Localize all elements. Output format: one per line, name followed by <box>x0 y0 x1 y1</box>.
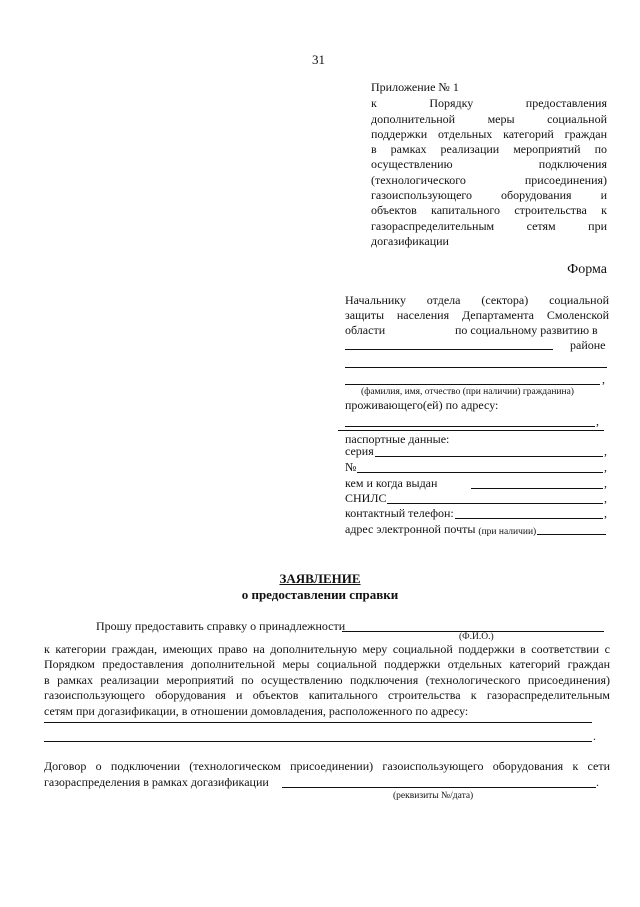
snils-field[interactable] <box>387 492 603 504</box>
fio-caption-2: (Ф.И.О.) <box>459 632 494 642</box>
house-address-field[interactable] <box>44 710 592 723</box>
annex-line: поддержки отдельных категорий граждан <box>371 126 607 141</box>
page-number: 31 <box>312 52 325 67</box>
divider <box>338 430 604 431</box>
annex-line: дополнительной меры социальной <box>371 111 607 126</box>
details-caption: (реквизиты №/дата) <box>393 791 474 801</box>
snils-label: СНИЛС <box>345 491 387 505</box>
recipient-fio-field[interactable] <box>342 619 604 632</box>
body-line: сетям при догазификации, в отношении домовладения, расположенного по адресу: <box>44 703 469 718</box>
annex-line: газораспределительным сетям при <box>371 218 607 233</box>
annex-line: газоиспользующего оборудования и <box>371 188 607 203</box>
statement-subtitle: о предоставлении справки <box>241 587 399 602</box>
addressee-line: Начальнику отдела (сектора) социальной <box>345 293 609 307</box>
annex-title: Приложение № 1 <box>371 80 459 94</box>
dot: . <box>596 775 599 789</box>
district-label: районе <box>570 338 606 352</box>
body-line: к категории граждан, имеющих право на дополнительную меру социальной поддержки в соответствии с <box>44 642 610 656</box>
phone-row <box>345 506 607 521</box>
annex-line: в рамках реализации мероприятий по <box>371 142 607 157</box>
addressee-region: области <box>345 323 386 337</box>
form-label: Форма <box>567 262 607 277</box>
comma: , <box>604 506 607 520</box>
addressee-line-3 <box>345 323 609 338</box>
address-field[interactable] <box>345 414 595 427</box>
series-label: серия <box>345 444 374 458</box>
comma: , <box>604 491 607 505</box>
issued-label: кем и когда выдан <box>345 476 438 490</box>
snils-row <box>345 491 607 506</box>
contract-line-1: Договор о подключении (технологическом присоединении) газоиспользующего оборудования к сети <box>44 759 610 773</box>
applicant-name-field[interactable] <box>345 372 600 385</box>
email-note: (при наличии) <box>478 527 537 537</box>
annex-line: (технологического присоединения) <box>371 172 607 187</box>
series-field[interactable] <box>375 445 603 457</box>
annex-line: к Порядку предоставления <box>371 96 607 111</box>
phone-field[interactable] <box>455 507 603 519</box>
number-label: № <box>345 460 357 474</box>
applicant-field[interactable] <box>345 355 607 368</box>
addressee-line: защиты населения Департамента Смоленской <box>345 308 609 322</box>
comma: , <box>604 444 607 458</box>
series-row <box>345 444 607 459</box>
annex-block <box>371 80 607 249</box>
email-row <box>345 522 607 537</box>
comma: , <box>604 476 607 490</box>
email-label: адрес электронной почты <box>345 522 476 536</box>
body-paragraph <box>44 642 610 719</box>
annex-line: осуществлению подключения <box>371 157 607 172</box>
body-line: газоиспользующего оборудования и объектов капитального строительства к газораспределительным <box>44 688 610 703</box>
body-line: в рамках реализации мероприятий по осуществлению подключения (технологического присоединения) <box>44 672 610 687</box>
contract-line-2: газораспределения в рамках догазификации <box>44 775 269 789</box>
house-address-field-2[interactable] <box>44 729 592 742</box>
body-line: Порядком предоставления дополнительной меры социальной поддержки отдельных категорий граждан <box>44 657 610 672</box>
addressee-department: по социальному развитию в <box>455 323 598 337</box>
request-text: Прошу предоставить справку о принадлежности <box>96 619 346 633</box>
issued-row <box>345 476 607 491</box>
number-field[interactable] <box>357 461 603 473</box>
contract-details-field[interactable] <box>282 775 596 788</box>
dot: . <box>593 729 596 743</box>
fio-caption: (фамилия, имя, отчество (при наличии) гражданина) <box>361 387 574 397</box>
number-row <box>345 460 607 475</box>
passport-label: паспортные данные: <box>345 432 450 446</box>
comma: , <box>604 460 607 474</box>
statement-title: ЗАЯВЛЕНИЕ <box>279 571 361 586</box>
annex-line: объектов капитального строительства к <box>371 203 607 218</box>
comma: , <box>596 414 599 428</box>
issued-field[interactable] <box>471 477 603 489</box>
annex-line: догазификации <box>371 233 449 248</box>
residing-label: проживающего(ей) по адресу: <box>345 398 499 412</box>
district-field[interactable] <box>345 337 553 350</box>
email-field[interactable] <box>537 523 606 535</box>
comma: , <box>602 372 605 386</box>
phone-label: контактный телефон: <box>345 506 454 520</box>
